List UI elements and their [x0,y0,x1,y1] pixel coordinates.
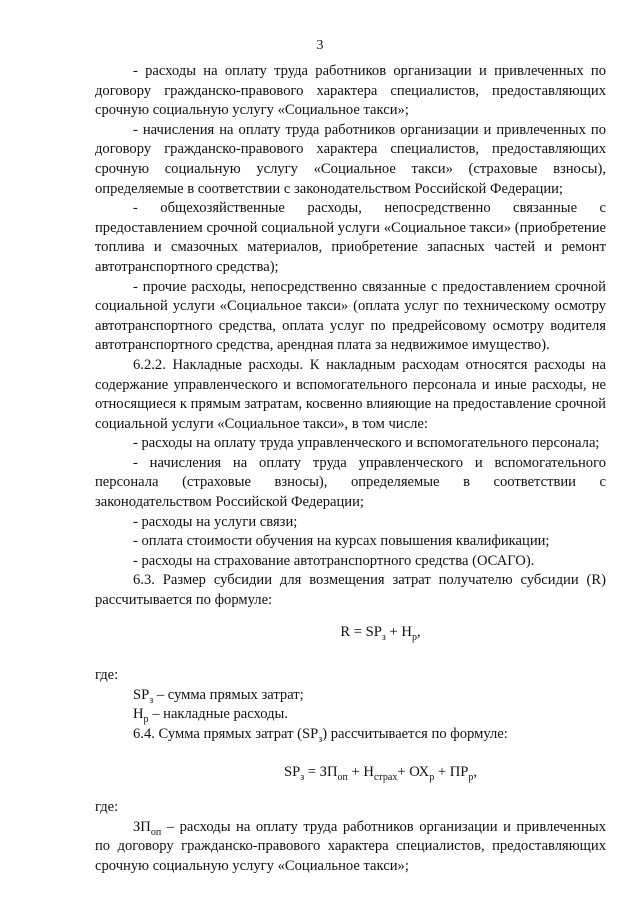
list-item: - общехозяйственные расходы, непосредственно связанные с предоставлением срочной социальной услуги «Социальное такси» (приобретение топлива и смазочных материалов, приобретение запасных частей и ремонт автотранспортного средства); [95,200,606,275]
list-item: - начисления на оплату труда работников организации и привлеченных по договору гражданско-правового характера специалистов, предоставляющих срочную социальную услугу «Социальное такси» (страховые взносы), определяемые в соответствии с законодательством Российской Федерации; [95,121,606,197]
page-number: 3 [316,38,324,53]
where-label: где: [95,667,119,684]
list-item: - расходы на страхование автотранспортного средства (ОСАГО). [133,552,535,569]
list-item: - начисления на оплату труда управленческого и вспомогательного персонала (страховые взносы), определяемые в соответствии с законодательством Российской Федерации; [95,454,606,511]
section-6-4: 6.4. Сумма прямых затрат $(SP_з)$ рассчитывается по формуле: [133,726,508,745]
definition-h: $Н_р$ – накладные расходы. [133,706,288,726]
where-label: где: [95,799,119,816]
formula-subsidy: $R = SP_з + Н_р$, [340,623,421,643]
list-item: - оплата стоимости обучения на курсах повышения квалификации; [133,533,550,550]
list-item: - расходы на оплату труда управленческого и вспомогательного персонала; [133,435,600,452]
document-body [95,62,606,877]
list-item: - расходы на услуги связи; [133,513,298,530]
definition-zp: $ЗП_{оп}$ – расходы на оплату труда работников организации и привлеченных по договору гражданско-правового характера специалистов, предоставляющих срочную социальную услугу «Социальное такси»; [95,818,606,874]
formula-direct-costs: $SP_з = ЗП_{оп} + Н_{страх}+ ОХ_р + ПР_р$, [283,763,478,783]
section-6-2-2: 6.2.2. Накладные расходы. К накладным расходам относятся расходы на содержание управленческого и вспомогательного персонала и иные расходы, не относящиеся к прямым затратам, косвенно влияющие на предоставление срочной социальной услуги «Социальное такси», в том числе: [95,356,606,432]
definition-sp: $SP_з$ – сумма прямых затрат; [133,686,304,706]
section-6-3: 6.3. Размер субсидии для возмещения затрат получателю субсидии (R) рассчитывается по формуле: [95,572,606,609]
list-item: - расходы на оплату труда работников организации и привлеченных по договору гражданско-правового характера специалистов, предоставляющих срочную социальную услугу «Социальное такси»; [95,63,606,119]
list-item: - прочие расходы, непосредственно связанные с предоставлением срочной социальной услуги «Социальное такси» (оплата услуг по техническому осмотру автотранспортного средства, оплата услуг по предрейсовому осмотру водителя автотранспортного средства, арендная плата за недвижимое имущество). [95,278,606,354]
